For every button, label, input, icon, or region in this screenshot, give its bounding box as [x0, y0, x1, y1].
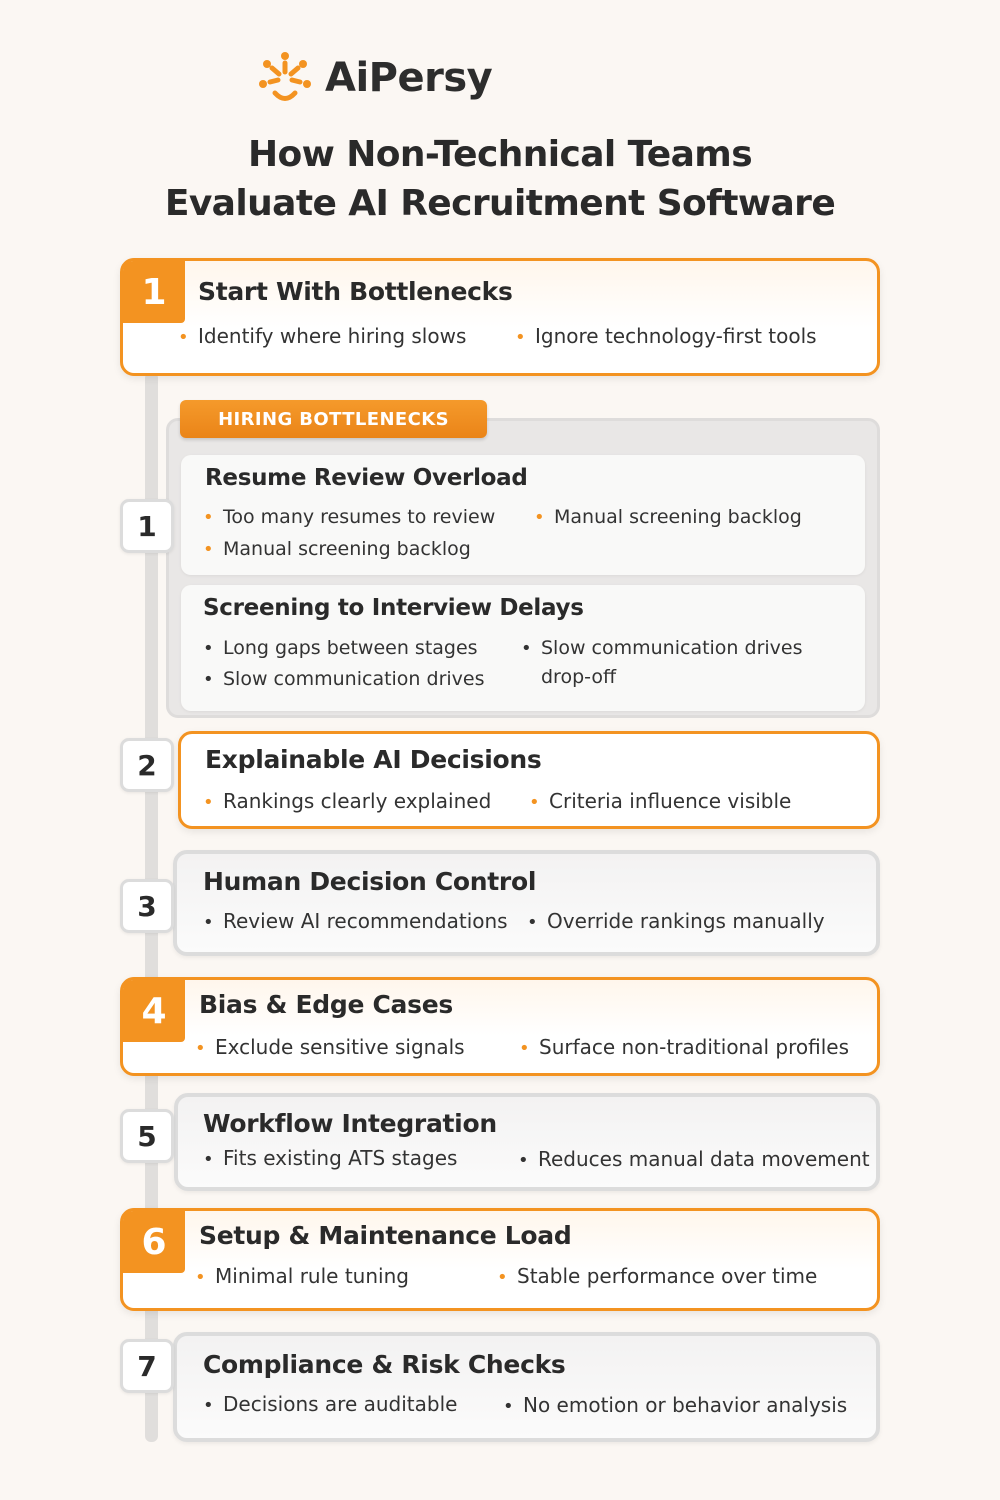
hiring-bottlenecks-tag: HIRING BOTTLENECKS	[180, 400, 487, 438]
bullet-dot-icon: •	[521, 638, 532, 659]
bullet-dot-icon: •	[518, 1150, 529, 1171]
step-card-setup-maintenance	[120, 1208, 880, 1311]
step-bullet: • Review AI recommendations	[203, 906, 508, 938]
step-title: Bias & Edge Cases	[199, 990, 453, 1019]
step-bullet: • Ignore technology-first tools	[515, 321, 817, 353]
bullet-dot-icon: •	[195, 1038, 206, 1059]
step-card-workflow-integration	[174, 1093, 880, 1191]
block-bullet: drop-off	[541, 666, 617, 688]
bullet-dot-icon: •	[203, 912, 214, 933]
bullet-dot-icon: •	[203, 1395, 214, 1416]
step-bullet: • Criteria influence visible	[529, 786, 791, 818]
step-bullet: • Minimal rule tuning	[195, 1261, 409, 1293]
bullet-dot-icon: •	[203, 539, 214, 560]
step-title: Compliance & Risk Checks	[203, 1350, 566, 1379]
bullet-dot-icon: •	[203, 638, 214, 659]
brand-name: AiPersy	[325, 55, 493, 101]
step-bullet: • Override rankings manually	[527, 906, 825, 938]
step-bullet: • Stable performance over time	[497, 1261, 817, 1293]
bullet-dot-icon: •	[203, 669, 214, 690]
step-bullet: • Rankings clearly explained	[203, 786, 491, 818]
bullet-dot-icon: •	[203, 792, 214, 813]
step-bullet: • Fits existing ATS stages	[203, 1143, 457, 1175]
block-bullet: • Slow communication drives	[521, 633, 803, 664]
bullet-dot-icon: •	[534, 507, 545, 528]
step-card-bias-edge-cases	[120, 977, 880, 1076]
page-title	[0, 130, 1000, 228]
block-bullet: • Too many resumes to review	[203, 502, 495, 533]
block-bullet: • Manual screening backlog	[203, 534, 471, 565]
step-card-explainable-ai	[178, 731, 880, 829]
block-title: Resume Review Overload	[205, 465, 528, 491]
bullet-dot-icon: •	[529, 792, 540, 813]
hiring-bottlenecks-panel	[166, 418, 880, 718]
bullet-dot-icon: •	[203, 507, 214, 528]
bullet-dot-icon: •	[195, 1267, 206, 1288]
step-number-badge: 2	[120, 738, 174, 792]
step-card-human-decision	[173, 850, 880, 956]
step-number-badge: 3	[120, 879, 174, 933]
step-number-badge: 5	[120, 1109, 174, 1163]
step-title: Start With Bottlenecks	[198, 277, 513, 306]
step-bullet: • Identify where hiring slows	[178, 321, 466, 353]
bullet-dot-icon: •	[203, 1149, 214, 1170]
step-bullet: • Reduces manual data movement	[518, 1144, 870, 1176]
step-number-badge: 1	[123, 261, 185, 323]
step-number-badge: 4	[123, 980, 185, 1042]
block-bullet: • Slow communication drives	[203, 664, 485, 695]
title-line-2: Evaluate AI Recruitment Software	[164, 183, 836, 224]
block-bullet: • Long gaps between stages	[203, 633, 478, 664]
step-bullet: • No emotion or behavior analysis	[503, 1390, 847, 1422]
screening-interview-delays-block	[181, 585, 865, 711]
title-line-1: How Non-Technical Teams	[247, 134, 753, 175]
aipersy-logo-icon	[255, 48, 315, 108]
block-title: Screening to Interview Delays	[203, 595, 584, 621]
block-bullet: • Manual screening backlog	[534, 502, 802, 533]
step-title: Setup & Maintenance Load	[199, 1221, 572, 1250]
resume-review-overload-block	[181, 455, 865, 575]
step-number-badge: 1	[120, 499, 174, 553]
bullet-dot-icon: •	[497, 1267, 508, 1288]
brand-logo	[255, 50, 492, 106]
bullet-dot-icon: •	[178, 327, 189, 348]
step-bullet: • Decisions are auditable	[203, 1389, 457, 1421]
bullet-dot-icon: •	[515, 327, 526, 348]
bullet-dot-icon: •	[503, 1396, 514, 1417]
step-title: Human Decision Control	[203, 867, 537, 896]
step-title: Workflow Integration	[203, 1109, 497, 1138]
step-number-badge: 6	[123, 1211, 185, 1273]
step-bullet: • Exclude sensitive signals	[195, 1032, 465, 1064]
step-number-badge: 7	[120, 1339, 174, 1393]
step-title: Explainable AI Decisions	[205, 745, 542, 774]
step-card-compliance-risk	[173, 1332, 880, 1442]
bullet-dot-icon: •	[519, 1038, 530, 1059]
bullet-dot-icon: •	[527, 912, 538, 933]
step-bullet: • Surface non-traditional profiles	[519, 1032, 849, 1064]
step-card-start-with-bottlenecks	[120, 258, 880, 376]
